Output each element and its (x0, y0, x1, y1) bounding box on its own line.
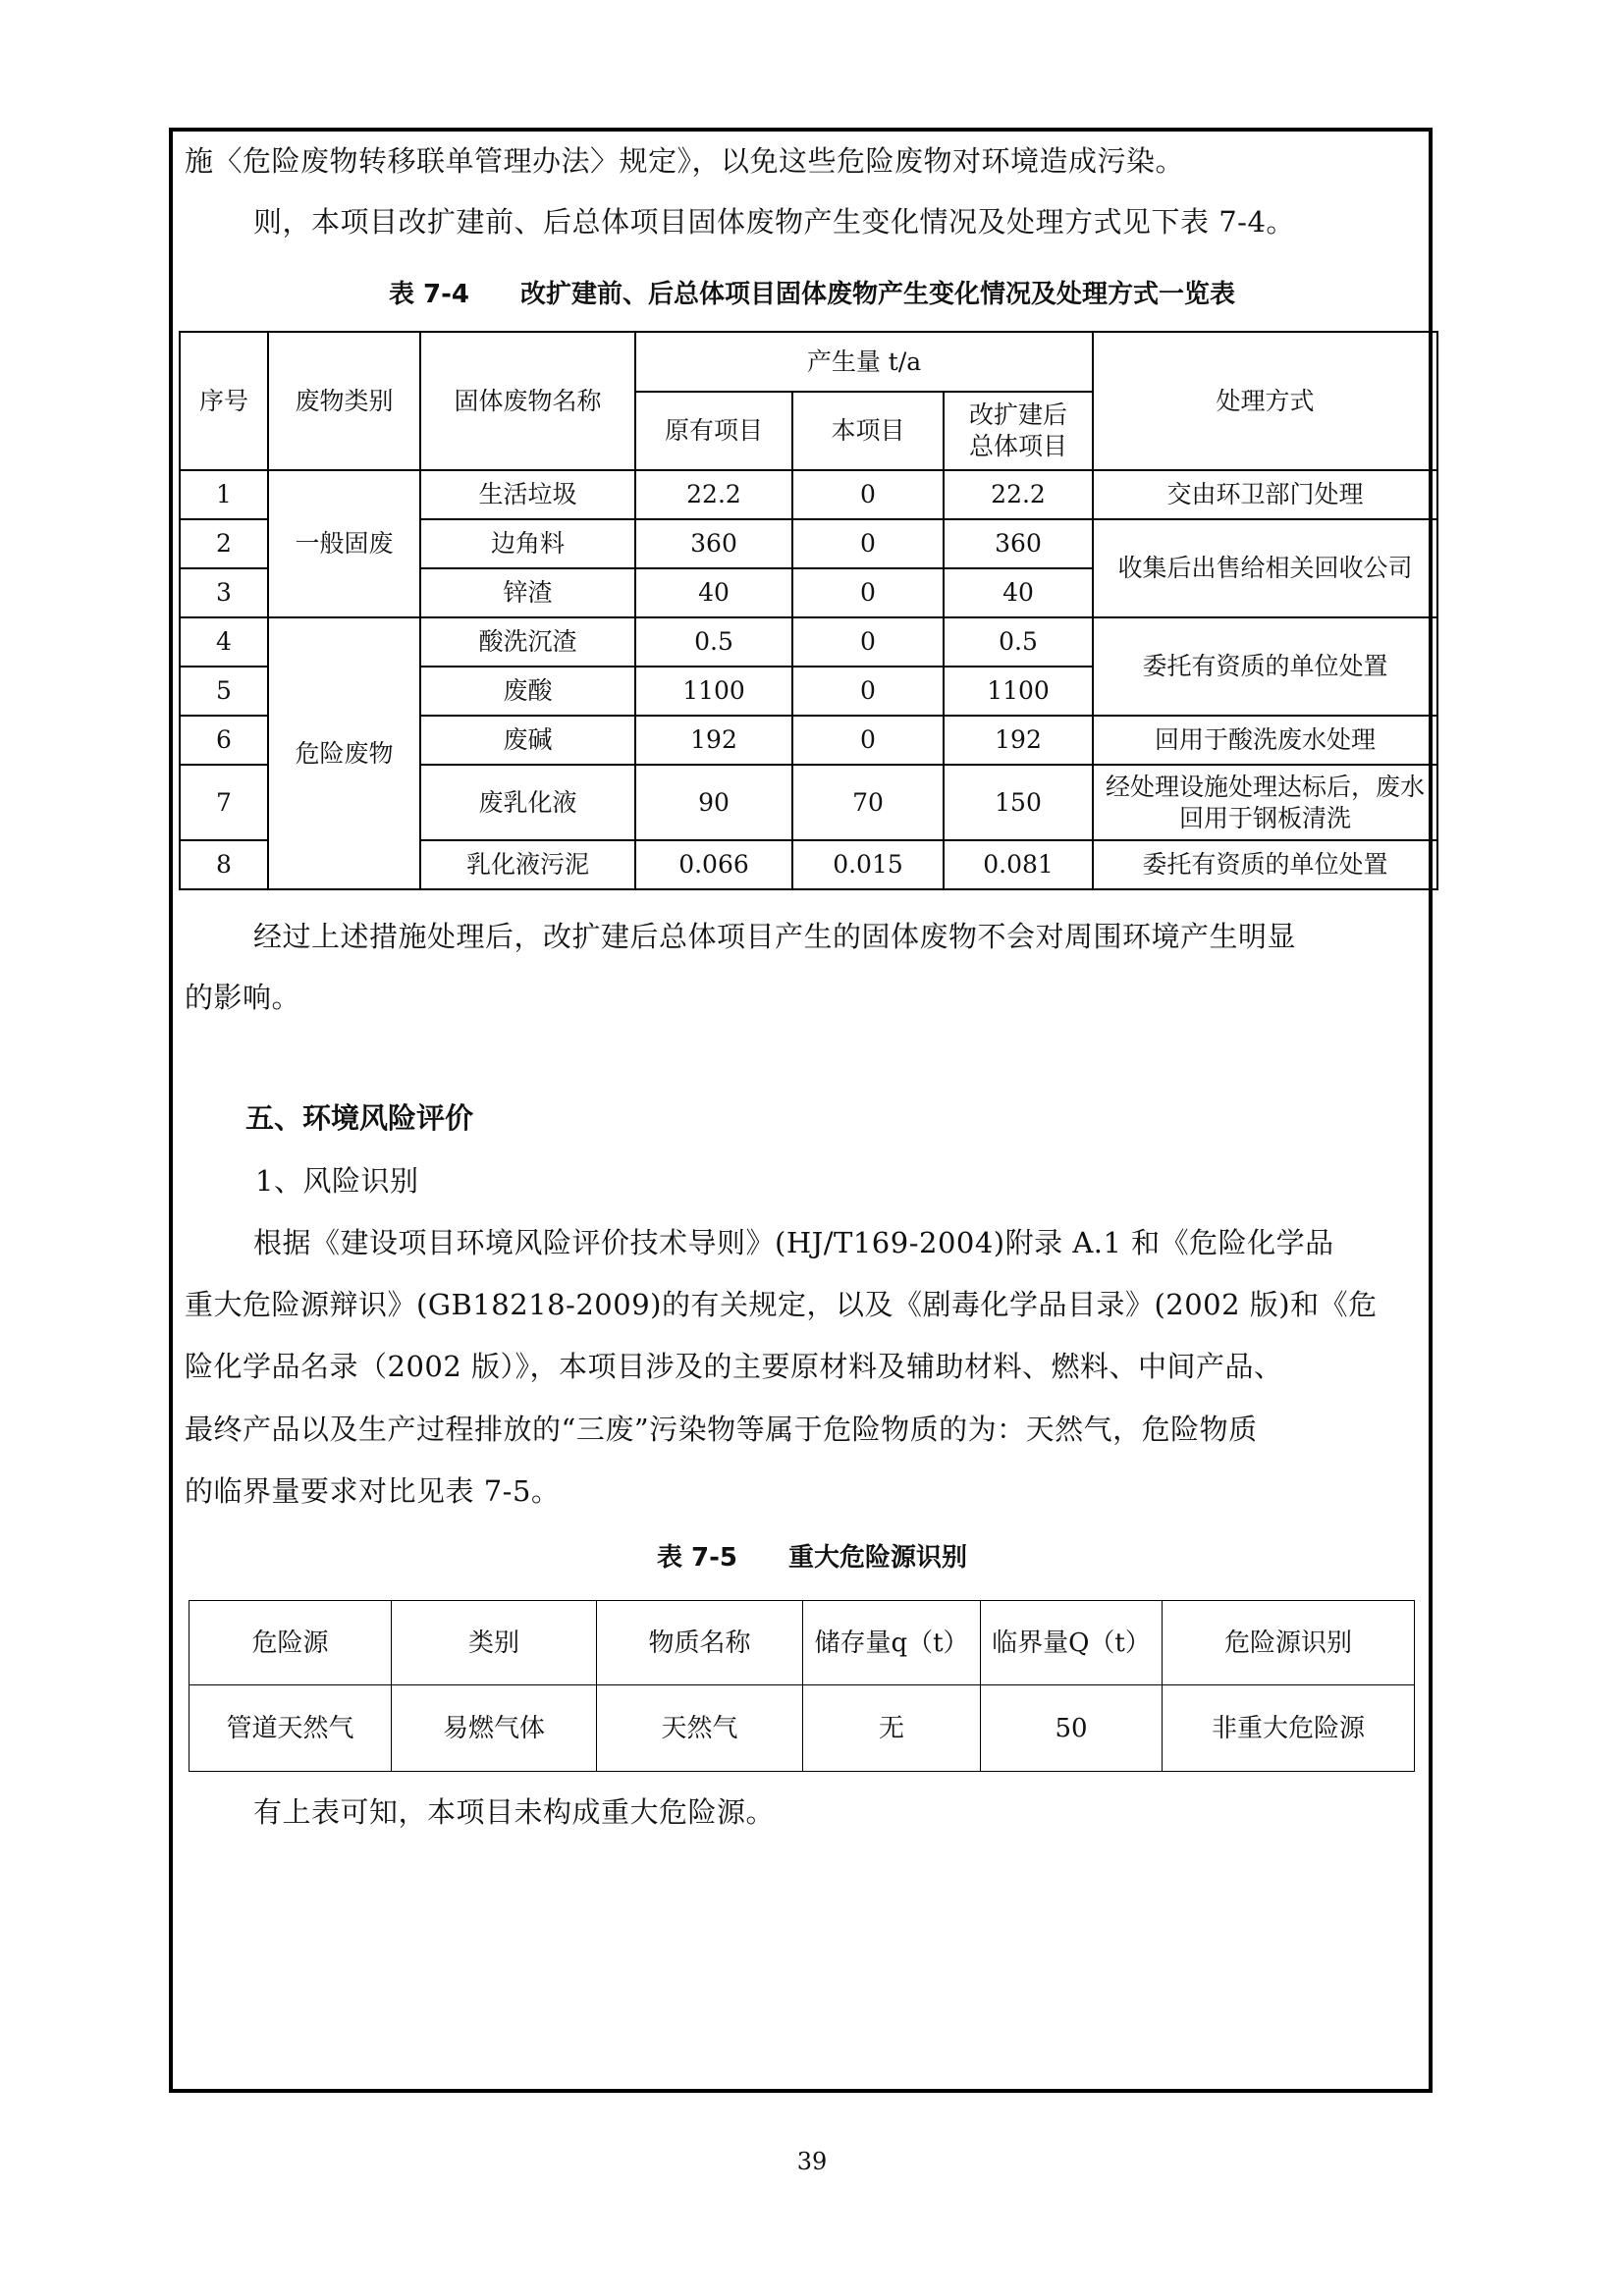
cell-original: 40 (635, 568, 792, 617)
cell-treatment: 经处理设施处理达标后，废水回用于钢板清洗 (1093, 765, 1437, 840)
header-treatment: 处理方式 (1093, 332, 1437, 470)
cell-no: 5 (180, 667, 268, 716)
cell-identification: 非重大危险源 (1163, 1685, 1415, 1772)
paragraph-final: 有上表可知，本项目未构成重大危险源。 (253, 1795, 776, 1829)
category-general: 一般固废 (268, 470, 420, 617)
header-amount-group: 产生量 t/a (635, 332, 1093, 392)
cell-after: 150 (944, 765, 1093, 840)
cell-original: 0.066 (635, 840, 792, 889)
cell-after: 0.5 (944, 617, 1093, 667)
cell-name: 酸洗沉渣 (420, 617, 635, 667)
cell-this: 0 (792, 568, 944, 617)
cell-treatment: 委托有资质的单位处置 (1093, 617, 1437, 716)
cell-after: 192 (944, 716, 1093, 765)
table-row (180, 470, 1437, 519)
cell-this: 0.015 (792, 840, 944, 889)
header-this-project: 本项目 (792, 392, 944, 470)
cell-no: 8 (180, 840, 268, 889)
cell-after: 0.081 (944, 840, 1093, 889)
paragraph-continuation: 施〈危险废物转移联单管理办法〉规定》，以免这些危险废物对环境造成污染。 (185, 144, 1185, 178)
cell-name: 边角料 (420, 519, 635, 568)
cell-this: 0 (792, 716, 944, 765)
cell-this: 0 (792, 519, 944, 568)
paragraph-risk-line3: 险化学品名录（2002 版）》，本项目涉及的主要原材料及辅助材料、燃料、中间产品、 (185, 1350, 1283, 1383)
cell-no: 1 (180, 470, 268, 519)
cell-threshold: 50 (981, 1685, 1163, 1772)
table-7-4-caption: 表 7-4 改扩建前、后总体项目固体废物产生变化情况及处理方式一览表 (388, 280, 1236, 309)
cell-this: 0 (792, 470, 944, 519)
table-7-5 (189, 1600, 1415, 1772)
header-after-line1: 改扩建后 (969, 400, 1068, 429)
header-no: 序号 (180, 332, 268, 470)
table-7-4 (179, 331, 1438, 890)
cell-treatment: 收集后出售给相关回收公司 (1093, 519, 1437, 617)
cell-original: 192 (635, 716, 792, 765)
paragraph-table-intro: 则，本项目改扩建前、后总体项目固体废物产生变化情况及处理方式见下表 7-4。 (253, 205, 1295, 239)
cell-original: 360 (635, 519, 792, 568)
cell-substance: 天然气 (597, 1685, 803, 1772)
cell-name: 废乳化液 (420, 765, 635, 840)
header-hazard-source: 危险源 (189, 1601, 392, 1685)
cell-this: 70 (792, 765, 944, 840)
cell-no: 4 (180, 617, 268, 667)
paragraph-conclusion-line2: 的影响。 (185, 981, 301, 1014)
cell-no: 2 (180, 519, 268, 568)
cell-no: 3 (180, 568, 268, 617)
header-type: 类别 (392, 1601, 597, 1685)
cell-after: 360 (944, 519, 1093, 568)
cell-hazard-source: 管道天然气 (189, 1685, 392, 1772)
cell-original: 90 (635, 765, 792, 840)
cell-original: 1100 (635, 667, 792, 716)
cell-name: 乳化液污泥 (420, 840, 635, 889)
header-threshold: 临界量Q（t） (981, 1601, 1163, 1685)
header-after-total (944, 392, 1093, 470)
cell-name: 锌渣 (420, 568, 635, 617)
header-original: 原有项目 (635, 392, 792, 470)
header-after-line2: 总体项目 (969, 432, 1068, 460)
cell-this: 0 (792, 617, 944, 667)
cell-no: 7 (180, 765, 268, 840)
category-hazardous: 危险废物 (268, 617, 420, 889)
cell-this: 0 (792, 667, 944, 716)
cell-original: 22.2 (635, 470, 792, 519)
subsection-heading: 1、风险识别 (255, 1164, 419, 1198)
section-heading: 五、环境风险评价 (245, 1101, 474, 1135)
cell-after: 40 (944, 568, 1093, 617)
header-identification: 危险源识别 (1163, 1601, 1415, 1685)
page-number: 39 (796, 2148, 828, 2175)
header-substance: 物质名称 (597, 1601, 803, 1685)
header-storage: 储存量q（t） (803, 1601, 981, 1685)
paragraph-risk-line4: 最终产品以及生产过程排放的“三废”污染物等属于危险物质的为：天然气，危险物质 (185, 1413, 1258, 1446)
paragraph-risk-line1: 根据《建设项目环境风险评价技术导则》(HJ/T169-2004)附录 A.1 和《危险化学品 (253, 1226, 1334, 1259)
cell-after: 22.2 (944, 470, 1093, 519)
cell-name: 废碱 (420, 716, 635, 765)
header-waste-name: 固体废物名称 (420, 332, 635, 470)
cell-type: 易燃气体 (392, 1685, 597, 1772)
table-7-5-caption: 表 7-5 重大危险源识别 (656, 1543, 968, 1573)
cell-original: 0.5 (635, 617, 792, 667)
cell-no: 6 (180, 716, 268, 765)
paragraph-risk-line2: 重大危险源辩识》(GB18218-2009)的有关规定，以及《剧毒化学品目录》(2002 版)和《危 (185, 1288, 1378, 1321)
table-row (180, 617, 1437, 667)
cell-after: 1100 (944, 667, 1093, 716)
table-row (189, 1685, 1415, 1772)
cell-name: 废酸 (420, 667, 635, 716)
paragraph-conclusion-line1: 经过上述措施处理后，改扩建后总体项目产生的固体废物不会对周围环境产生明显 (253, 920, 1297, 953)
header-category: 废物类别 (268, 332, 420, 470)
cell-treatment: 委托有资质的单位处置 (1093, 840, 1437, 889)
cell-treatment: 回用于酸洗废水处理 (1093, 716, 1437, 765)
cell-name: 生活垃圾 (420, 470, 635, 519)
table-header-row (189, 1601, 1415, 1685)
cell-storage: 无 (803, 1685, 981, 1772)
cell-treatment: 交由环卫部门处理 (1093, 470, 1437, 519)
paragraph-risk-line5: 的临界量要求对比见表 7-5。 (185, 1474, 561, 1508)
